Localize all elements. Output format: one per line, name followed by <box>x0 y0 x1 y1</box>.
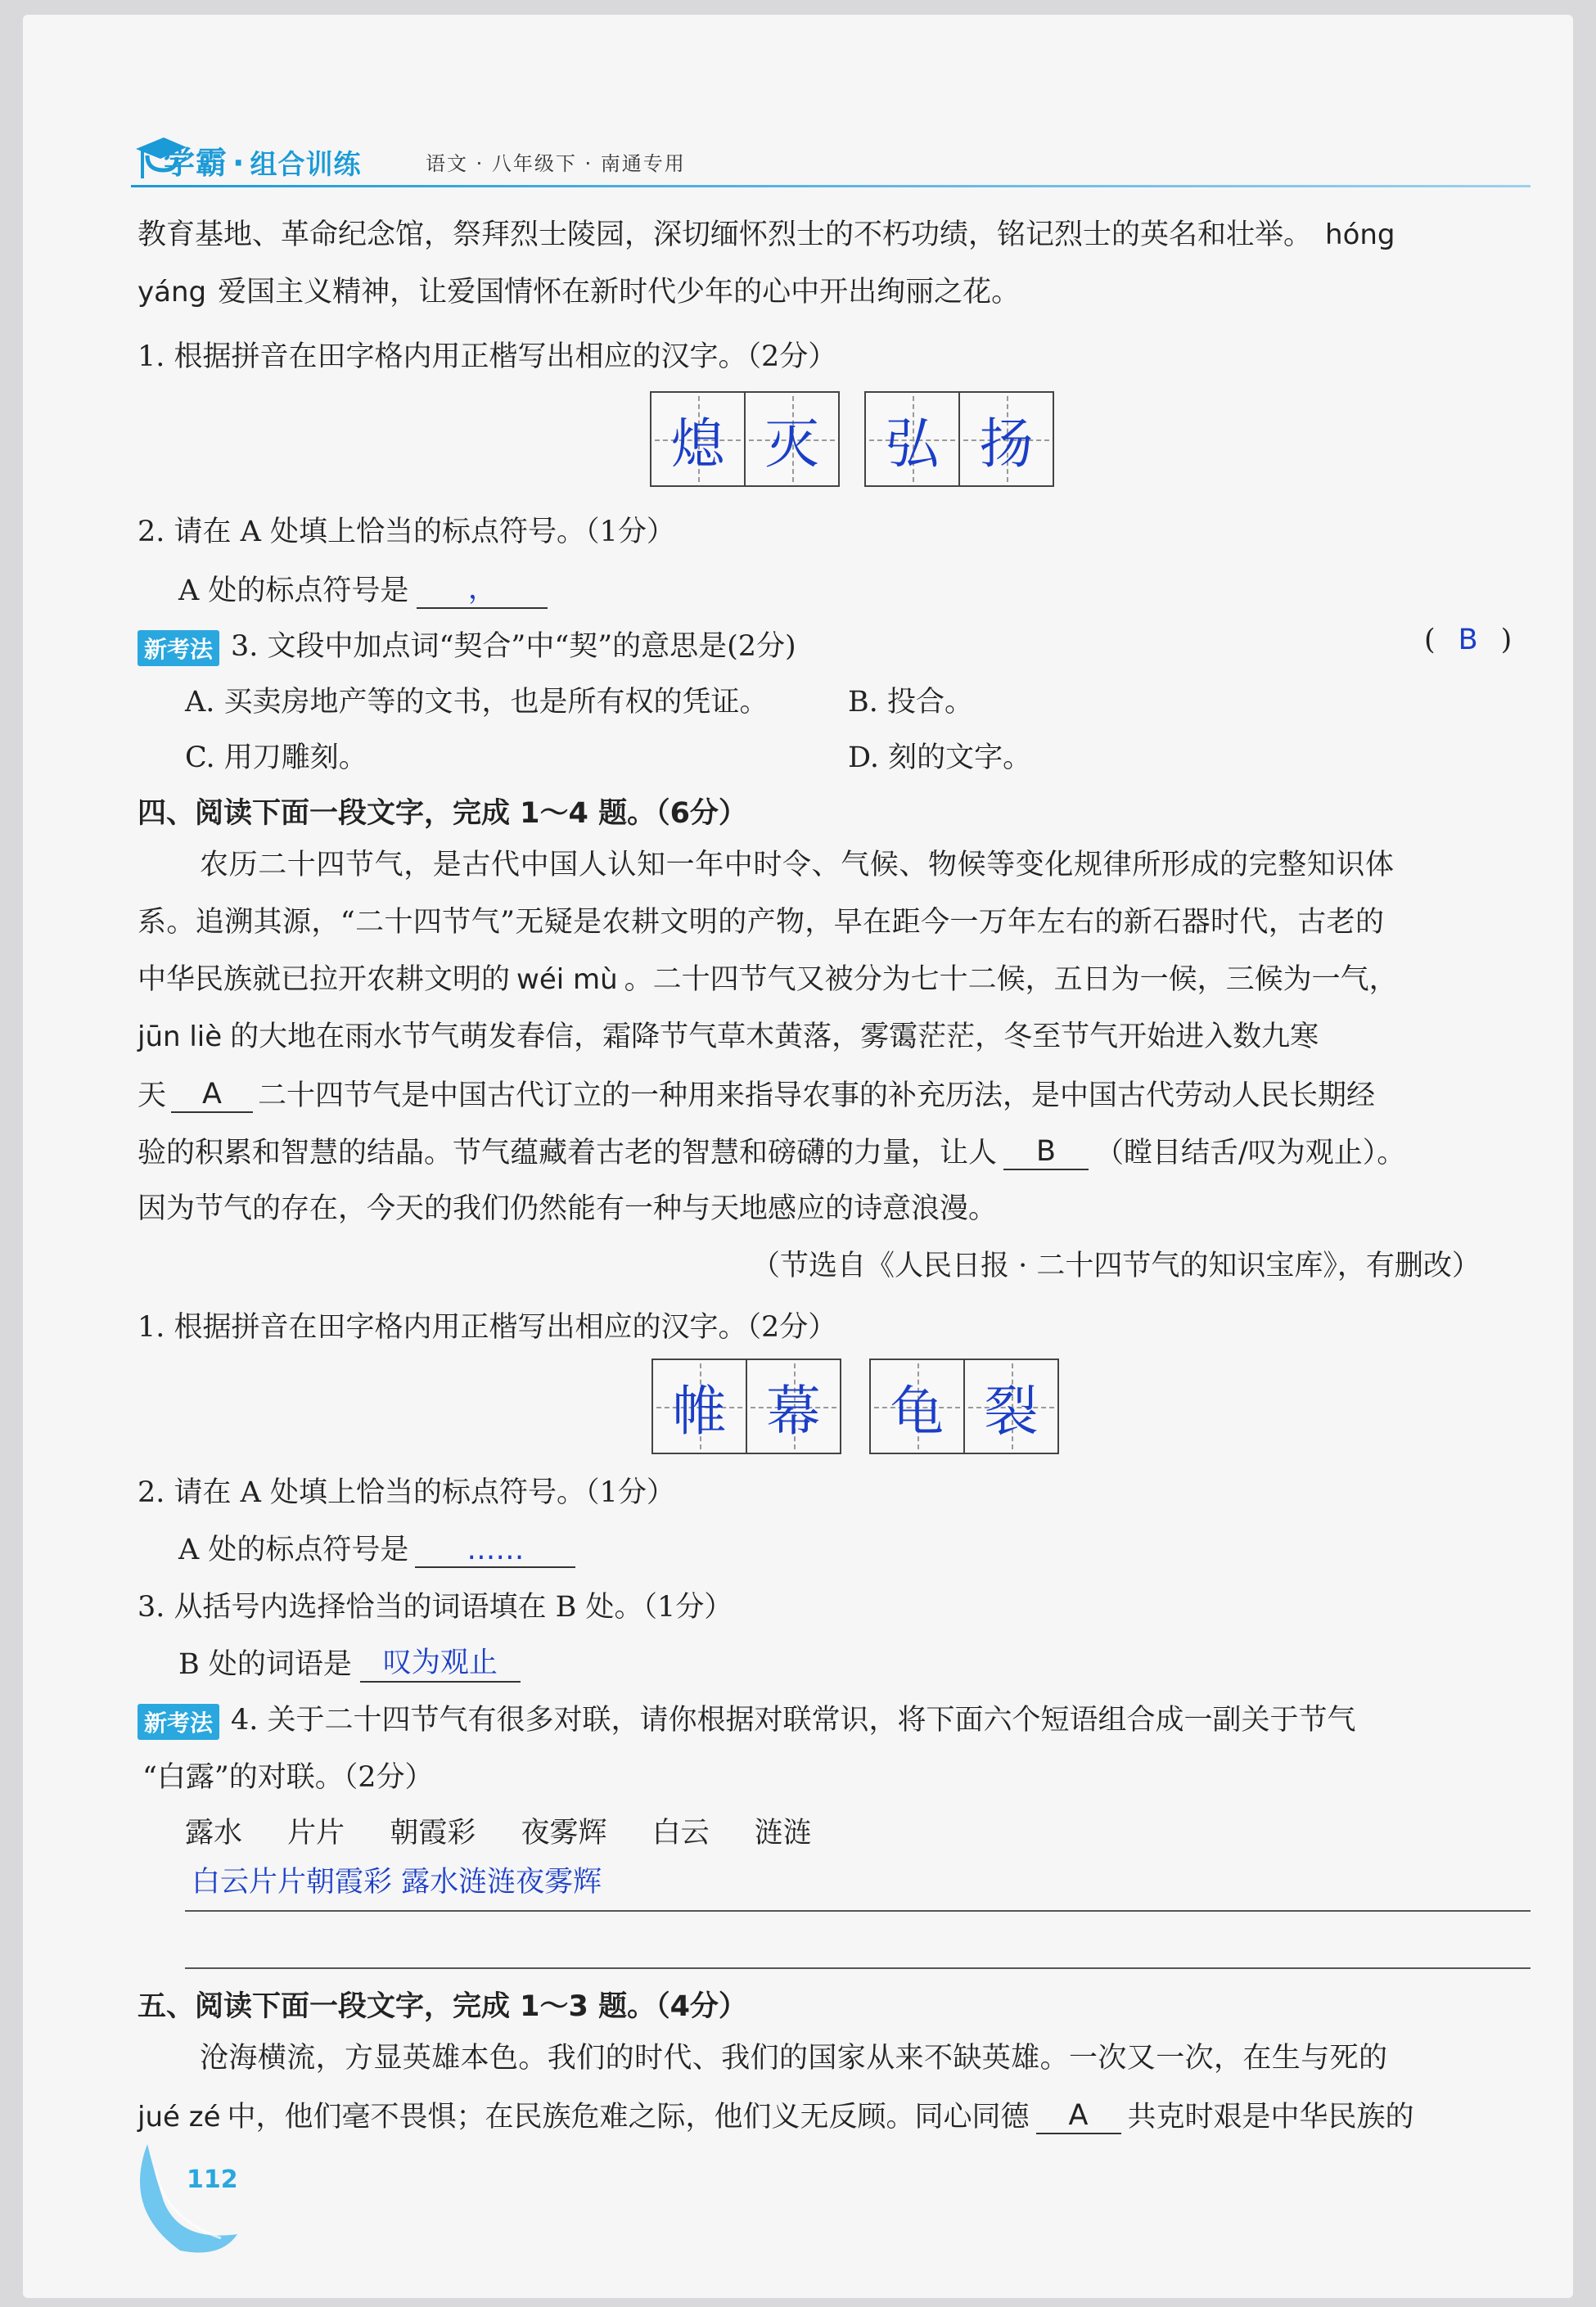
question-2: 2. 请在 A 处填上恰当的标点符号。（1分） <box>138 1476 675 1509</box>
question-2: 2. 请在 A 处填上恰当的标点符号。（1分） <box>138 516 675 548</box>
question-4-cont: “白露”的对联。（2分） <box>142 1761 434 1794</box>
option-b: B. 投合。 <box>848 686 973 719</box>
tianzige-grid <box>651 1359 841 1454</box>
question-3: 3. 从括号内选择恰当的词语填在 B 处。（1分） <box>138 1591 733 1624</box>
text-line: 教育基地、革命纪念馆，祭拜烈士陵园，深切缅怀烈士的不朽功绩，铭记烈士的英名和壮举。 hóng <box>138 219 1395 251</box>
section-4-title: 四、阅读下面一段文字，完成 1～4 题。（6分） <box>138 797 747 830</box>
brand-name: 学霸 <box>164 145 228 181</box>
blank-b: B <box>1003 1134 1089 1170</box>
brand-title: 学霸 · 组合训练 <box>164 145 362 181</box>
answer-rule <box>185 1967 1531 1969</box>
grid-cell[interactable]: 熄 <box>650 391 746 487</box>
passage-source: （节选自《人民日报 · 二十四节气的知识宝库》，有删改） <box>751 1250 1481 1282</box>
brand-series: 组合训练 <box>250 148 362 180</box>
choice-answer-value[interactable]: B <box>1458 624 1478 656</box>
phrase: 夜雾辉 <box>521 1817 607 1850</box>
answer-rule <box>185 1910 1531 1912</box>
question-4: 新考法 4. 关于二十四节气有很多对联，请你根据对联常识，将下面六个短语组合成一副关于节气 <box>138 1697 1356 1740</box>
answer-line: A 处的标点符号是 ， <box>178 566 548 609</box>
grid-cell[interactable]: 裂 <box>963 1359 1059 1454</box>
tianzige-grid <box>869 1359 1059 1454</box>
grid-cell[interactable]: 灭 <box>744 391 840 487</box>
text-line: yáng 爱国主义精神，让爱国情怀在新时代少年的心中开出绚丽之花。 <box>138 276 1021 309</box>
passage-line: 系。追溯其源，“二十四节气”无疑是农耕文明的产物，早在距今一万年左右的新石器时代，古老的 <box>138 906 1385 939</box>
leaf-decoration-icon <box>131 2136 246 2259</box>
blank-a: A <box>171 1077 253 1113</box>
question-3: 新考法 3. 文段中加点词“契合”中“契”的意思是(2分) <box>138 624 796 666</box>
passage-line: 天 A 二十四节气是中国古代订立的一种用来指导农事的补充历法，是中国古代劳动人民长期经 <box>138 1078 1376 1112</box>
passage-line: 验的积累和智慧的结晶。节气蕴藏着古老的智慧和磅礴的力量，让人 B （瞠目结舌/叹为观止）。 <box>138 1135 1406 1169</box>
phrase: 白云 <box>651 1817 710 1850</box>
page-number: 112 <box>187 2165 238 2194</box>
phrase: 朝霞彩 <box>390 1817 476 1850</box>
header-divider <box>131 185 1531 187</box>
page-header <box>131 131 1531 188</box>
passage-line: 中华民族就已拉开农耕文明的 wéi mù 。二十四节气又被分为七十二候，五日为一候，三候为一气， <box>138 963 1398 996</box>
answer-blank[interactable]: ， <box>417 566 548 609</box>
passage-line: 沧海横流，方显英雄本色。我们的时代、我们的国家从来不缺英雄。一次又一次，在生与死的 <box>200 2042 1388 2075</box>
option-c: C. 用刀雕刻。 <box>185 741 367 774</box>
answer-blank[interactable]: …… <box>415 1534 575 1568</box>
passage-line: 农历二十四节气，是古代中国人认知一年中时令、气候、物候等变化规律所形成的完整知识体 <box>200 849 1395 881</box>
book-subtitle: 语文 · 八年级下 · 南通专用 <box>426 152 686 175</box>
phrase: 露水 <box>185 1817 243 1850</box>
passage-line: 因为节气的存在，今天的我们仍然能有一种与天地感应的诗意浪漫。 <box>138 1192 998 1225</box>
section-5-title: 五、阅读下面一段文字，完成 1～3 题。（4分） <box>138 1990 747 2023</box>
phrase: 涟涟 <box>754 1817 812 1850</box>
couplet-answer[interactable]: 白云片片朝霞彩 露水涟涟夜雾辉 <box>192 1866 602 1899</box>
option-a: A. 买卖房地产等的文书，也是所有权的凭证。 <box>185 686 769 719</box>
question-1: 1. 根据拼音在田字格内用正楷写出相应的汉字。（2分） <box>138 1311 837 1344</box>
new-method-badge: 新考法 <box>138 1704 219 1740</box>
option-d: D. 刻的文字。 <box>848 741 1032 774</box>
grid-cell[interactable]: 幕 <box>746 1359 841 1454</box>
question-1: 1. 根据拼音在田字格内用正楷写出相应的汉字。（2分） <box>138 340 837 373</box>
phrase-list <box>185 1810 812 1851</box>
grid-cell[interactable]: 弘 <box>864 391 960 487</box>
passage-line: jué zé 中，他们毫不畏惧；在民族危难之际，他们义无反顾。同心同德 A 共克时艰是中华民族的 <box>138 2099 1414 2134</box>
tianzige-grid <box>650 391 840 487</box>
passage-line: jūn liè 的大地在雨水节气萌发春信，霜降节气草木黄落，雾霭茫茫，冬至节气开始进入数九寒 <box>138 1021 1319 1053</box>
tianzige-grid <box>864 391 1054 487</box>
answer-blank[interactable]: 叹为观止 <box>360 1640 521 1683</box>
grid-cell[interactable]: 龟 <box>869 1359 965 1454</box>
phrase: 片片 <box>287 1817 345 1850</box>
grid-cell[interactable]: 帷 <box>651 1359 747 1454</box>
blank-a: A <box>1036 2098 1121 2134</box>
choice-answer: ( B ) <box>1424 624 1513 656</box>
grid-cell[interactable]: 扬 <box>958 391 1054 487</box>
new-method-badge: 新考法 <box>138 630 219 666</box>
answer-line: B 处的词语是 叹为观止 <box>178 1640 521 1683</box>
answer-line: A 处的标点符号是 …… <box>178 1527 575 1568</box>
